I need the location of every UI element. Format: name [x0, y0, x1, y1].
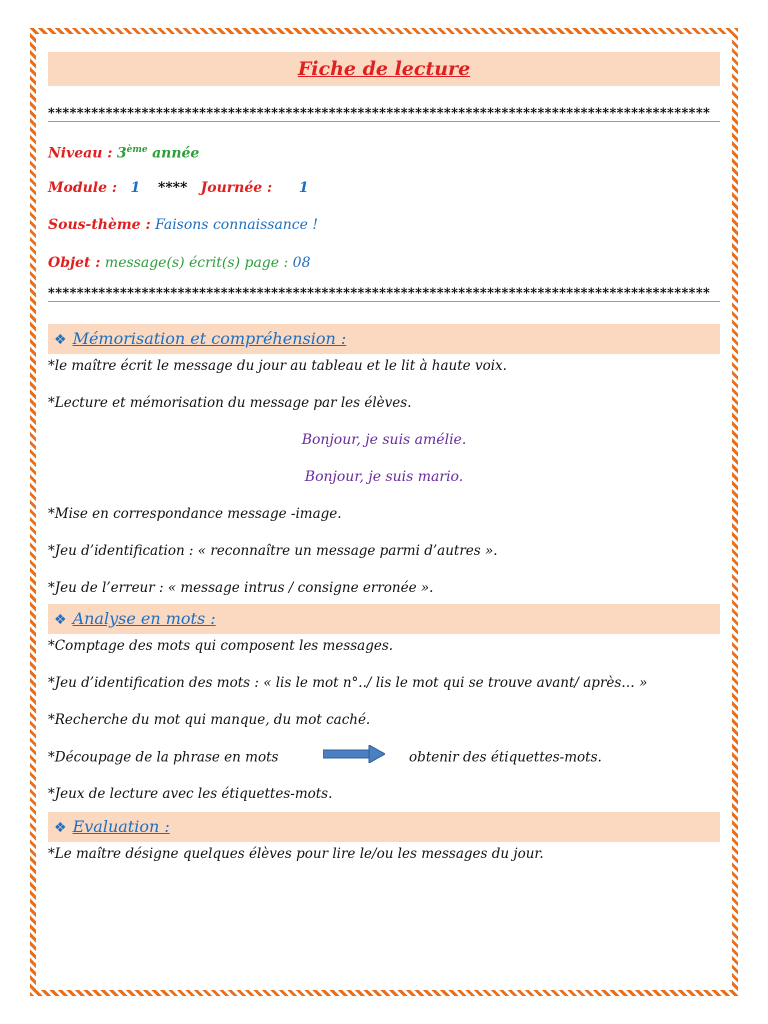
- soustheme-value: Faisons connaissance !: [155, 217, 319, 233]
- objet-label: Objet :: [48, 254, 101, 271]
- document-title: Fiche de lecture: [297, 58, 471, 80]
- text-line: *Jeu de l’erreur : « message intrus / consigne erronée ».: [48, 580, 434, 596]
- text-line: *le maître écrit le message du jour au tableau et le lit à haute voix.: [48, 358, 507, 374]
- text-line: *Lecture et mémorisation du message par les élèves.: [48, 395, 412, 411]
- objet-value: message(s) écrit(s) page :: [104, 254, 289, 271]
- diamond-bullet-icon: ❖: [54, 332, 67, 348]
- meta-block: [48, 132, 720, 282]
- meta-soustheme: [48, 207, 720, 245]
- meta-niveau: [48, 132, 720, 170]
- text-line: *Jeux de lecture avec les étiquettes-mots.: [48, 786, 333, 802]
- niveau-number: 3: [116, 145, 127, 162]
- niveau-superscript: ème: [126, 145, 148, 155]
- right-arrow-icon: [323, 745, 385, 771]
- decoupage-text: *Découpage de la phrase en mots: [48, 749, 279, 766]
- star-separator-bottom: ********************************************************************************************: [48, 286, 720, 302]
- message-line: Bonjour, je suis mario.: [304, 469, 464, 485]
- section-title: Analyse en mots :: [72, 609, 216, 628]
- section-memorisation-header: [48, 324, 720, 354]
- title-band: [48, 52, 720, 86]
- text-line: *Comptage des mots qui composent les messages.: [48, 638, 394, 654]
- meta-objet: [48, 245, 720, 283]
- meta-module: [48, 170, 720, 208]
- document-page: [48, 40, 720, 879]
- obtenir-text: obtenir des étiquettes-mots.: [409, 749, 602, 766]
- diamond-bullet-icon: ❖: [54, 612, 67, 628]
- soustheme-label: Sous-thème :: [48, 217, 151, 233]
- text-line: *Le maître désigne quelques élèves pour lire le/ou les messages du jour.: [48, 846, 544, 862]
- niveau-label: Niveau :: [48, 145, 113, 162]
- section-title: Evaluation :: [72, 817, 170, 836]
- section-analyse-header: [48, 604, 720, 634]
- module-label: Module :: [48, 179, 118, 196]
- star-separator-top: ********************************************************************************************: [48, 106, 720, 122]
- text-line: *Recherche du mot qui manque, du mot caché.: [48, 712, 371, 728]
- text-line: *Mise en correspondance message -image.: [48, 506, 342, 522]
- text-line: *Jeu d’identification des mots : « lis le mot n°../ lis le mot qui se trouve avant/ après… »: [48, 675, 648, 691]
- objet-page: 08: [292, 254, 311, 271]
- journee-value: 1: [298, 179, 309, 196]
- module-value: 1: [130, 179, 141, 196]
- diamond-bullet-icon: ❖: [54, 820, 67, 836]
- section-title: Mémorisation et compréhension :: [72, 329, 347, 348]
- message-line: Bonjour, je suis amélie.: [301, 432, 467, 448]
- journee-label: Journée :: [200, 179, 273, 196]
- section-evaluation-header: [48, 812, 720, 842]
- text-line: *Jeu d’identification : « reconnaître un message parmi d’autres ».: [48, 543, 498, 559]
- text-line-with-arrow: [48, 745, 720, 782]
- niveau-value: année: [152, 145, 200, 162]
- module-separator: ****: [158, 179, 188, 196]
